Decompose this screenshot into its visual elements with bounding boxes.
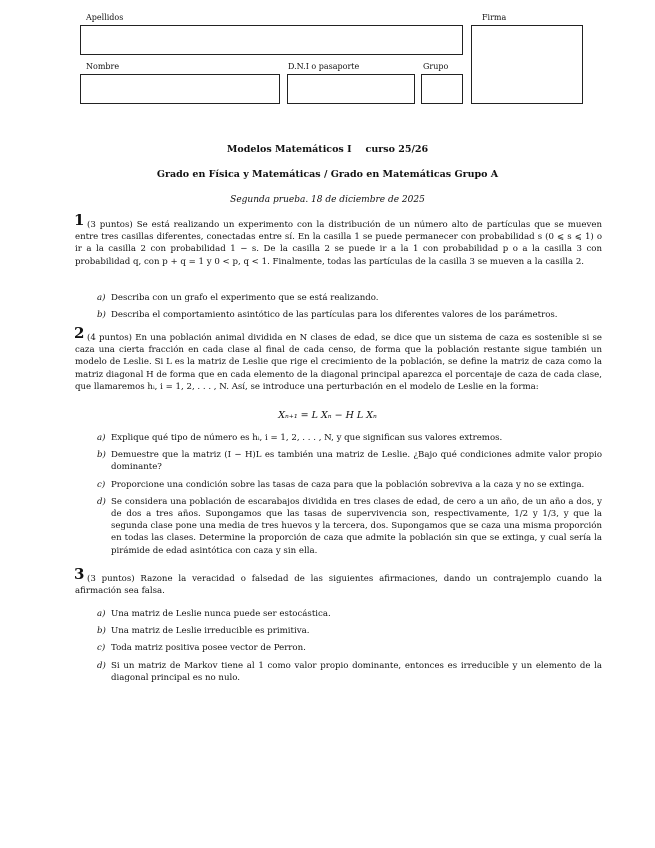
list-item: a) Describa con un grafo el experimento que se está realizando. (97, 293, 379, 303)
nombre-field[interactable] (80, 74, 280, 104)
dni-field[interactable] (287, 74, 415, 104)
apellidos-field[interactable] (80, 25, 463, 55)
list-item: d) Se considera una población de escarabajos dividida en tres clases de edad, de cero a un año, de un año a dos, y de dos a tres años. Supongamos que las tasas de supervivencia son, respectivamente, 1/2 y 1/3, y que la segunda clase pone una media de tres huevos y la tercera, dos. Supongamos que se caza una misma proporción en todas las clases. Determine la proporción de caza que admite la población sin que se extinga, y cual sería la pirámide de edad asintótica con caza y sin ella. (97, 496, 602, 556)
apellidos-label: Apellidos (86, 13, 124, 22)
list-item: d) Si un matriz de Markov tiene al 1 como valor propio dominante, entonces es irreducible y un elemento de la diagonal principal es no nulo. (97, 660, 602, 683)
list-item: b) Demuestre que la matriz (I − H)L es también una matriz de Leslie. ¿Bajo qué condiciones admite valor propio dominante? (97, 450, 602, 473)
grupo-field[interactable] (421, 74, 463, 104)
list-item: c) Toda matriz positiva posee vector de Perron. (97, 643, 306, 654)
problem-statement: (4 puntos) En una población animal dividida en N clases de edad, se dice que un sistema de caza es sostenible si se caza una cierta fracción en cada clase al final de cada censo, de forma que la población restante sigue también un modelo de Leslie. Si L es la matriz de Leslie que rige el crecimiento de la población, se define la matriz de caza como la matriz diagonal H de forma que en cada elemento de la diagonal principal aparezca el porcentaje de caza de cada clase, que llamaremos hᵢ, i = 1, 2, . . . , N. Así, se introduce una perturbación en el modelo de Leslie en la forma: (75, 333, 602, 392)
degree-title: Grado en Física y Matemáticas / Grado en Matemáticas Grupo A (156, 169, 499, 180)
dni-label: D.N.I o pasaporte (288, 62, 360, 71)
page-title (0, 144, 655, 155)
list-item: b) Describa el comportamiento asintótico de las partículas para los diferentes valores de los parámetros. (97, 310, 558, 321)
problem-statement: (3 puntos) Se está realizando un experimento con la distribución de un número alto de partículas que se mueven entre tres casillas diferentes, conectadas entre sí. En la casilla 1 se puede permanecer con probabilidad s (0 ⩽ s ⩽ 1) o ir a la casilla 2 con probabilidad 1 − s. De la casilla 2 se puede ir a la 1 con probabilidad p o a la casilla 3 con probabilidad q, con p + q = 1 y 0 < p, q < 1. Finalmente, todas las partículas de la casilla 3 se mueven a la casilla 2. (75, 220, 602, 267)
grupo-label: Grupo (423, 62, 449, 71)
problem-1-items (97, 292, 602, 321)
exam-subtitle: Segunda prueba. 18 de diciembre de 2025 (230, 195, 425, 205)
problem-number: 3 (74, 565, 85, 583)
list-item: a) Explique qué tipo de número es hᵢ, i = 1, 2, . . . , N, y que significan sus valores extremos. (97, 433, 503, 443)
list-item: c) Proporcione una condición sobre las tasas de caza para que la población sobreviva a la caza y no se extinga. (97, 479, 585, 490)
problem-statement: (3 puntos) Razone la veracidad o falsedad de las siguientes afirmaciones, dando un contrajemplo cuando la afirmación sea falsa. (75, 574, 602, 597)
problem-number: 1 (74, 211, 85, 229)
course-year: curso 25/26 (365, 144, 429, 155)
problem-2 (74, 324, 602, 393)
firma-field[interactable] (471, 25, 583, 104)
problem-3 (74, 565, 602, 597)
problem-1 (74, 211, 602, 268)
leslie-formula: Xₙ₊₁ = L Xₙ − H L Xₙ (278, 410, 377, 421)
problem-2-items (97, 432, 602, 557)
firma-label: Firma (482, 13, 507, 22)
problem-3-items (97, 608, 602, 684)
course-title: Modelos Matemáticos I (226, 144, 352, 155)
list-item: a) Una matriz de Leslie nunca puede ser estocástica. (97, 609, 331, 619)
nombre-label: Nombre (86, 62, 120, 71)
problem-number: 2 (74, 324, 85, 342)
list-item: b) Una matriz de Leslie irreducible es primitiva. (97, 626, 310, 637)
